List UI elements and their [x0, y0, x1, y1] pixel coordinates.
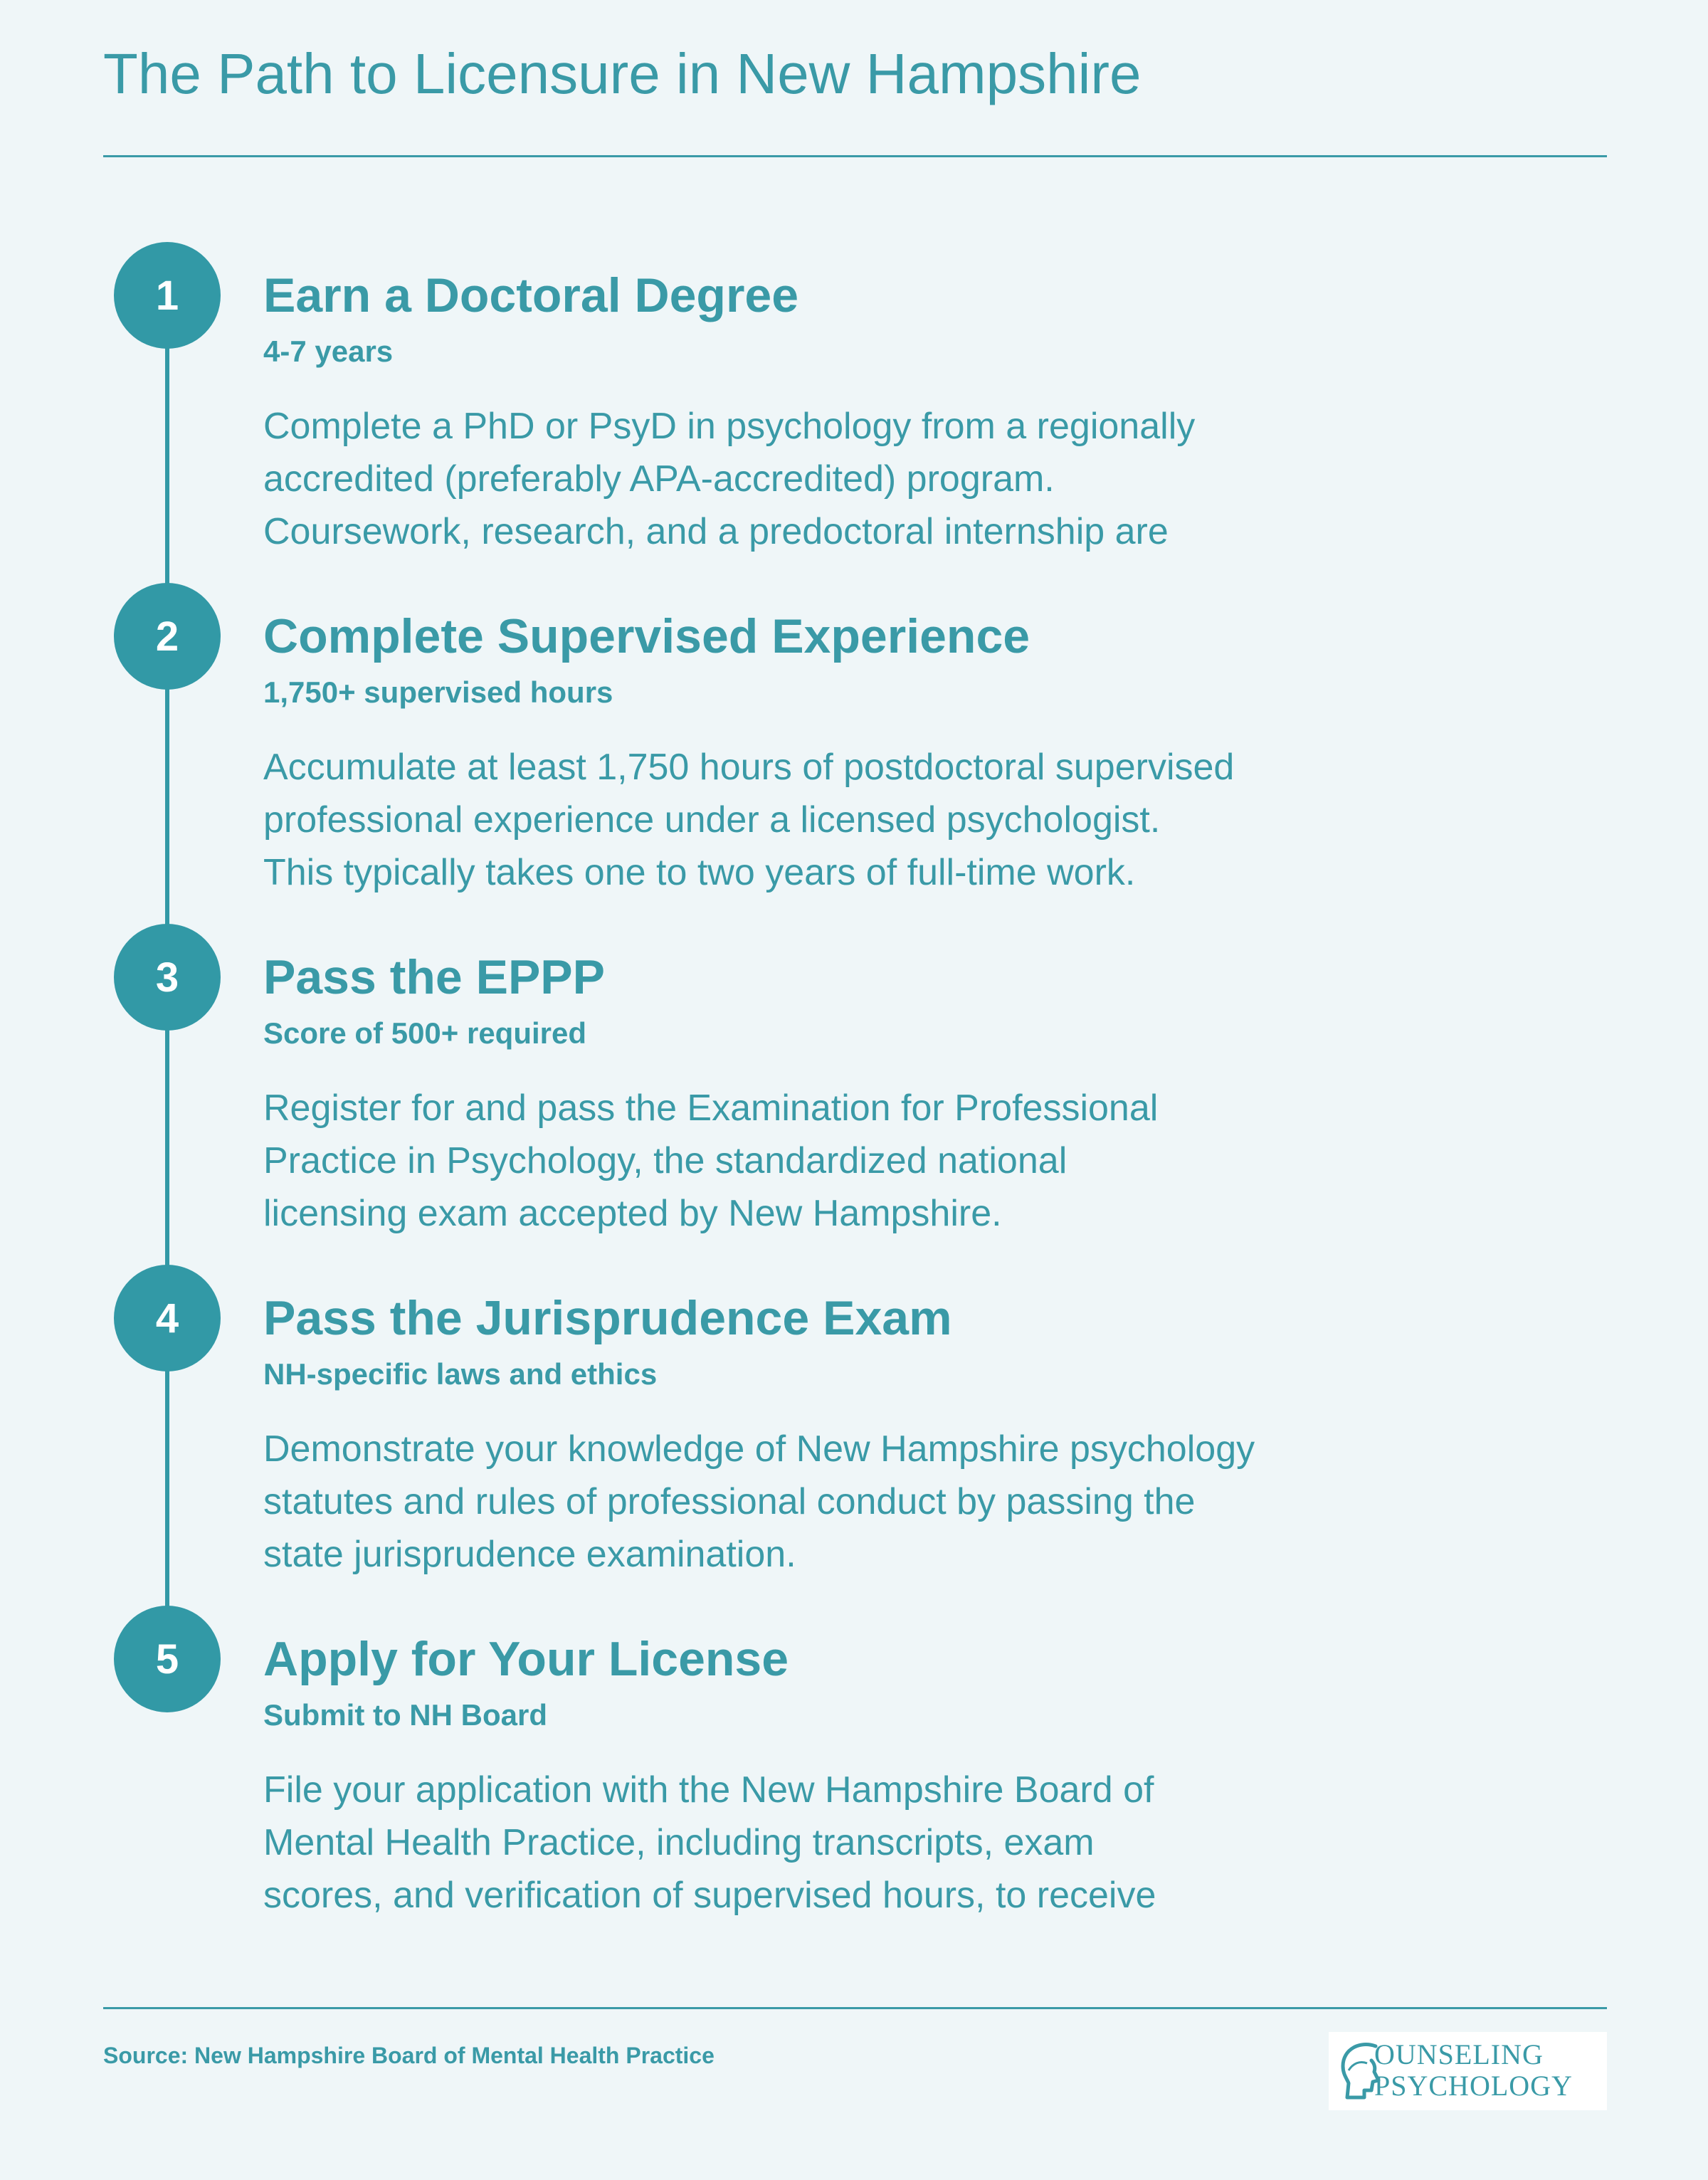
step-description: File your application with the New Hampshire Board of Mental Health Practice, including transcripts, exam scores, and verification of supervised hours, to receive — [263, 1769, 1156, 1916]
source-citation: Source: New Hampshire Board of Mental Health Practice — [103, 2043, 715, 2068]
step-title: Earn a Doctoral Degree — [263, 268, 799, 322]
step-number-badge: 3 — [114, 924, 221, 1031]
step-subtitle: Score of 500+ required — [263, 1016, 587, 1050]
logo-text-line1: OUNSELING — [1374, 2038, 1544, 2070]
step-title: Pass the Jurisprudence Exam — [263, 1291, 952, 1345]
page-title: The Path to Licensure in New Hampshire — [103, 42, 1142, 105]
step-number-badge: 1 — [114, 242, 221, 349]
step-description: Demonstrate your knowledge of New Hampshire psychology statutes and rules of professional conduct by passing the state jurisprudence examination. — [263, 1428, 1255, 1575]
step-number-badge: 5 — [114, 1606, 221, 1712]
step-subtitle: NH-specific laws and ethics — [263, 1357, 658, 1391]
step-description: Complete a PhD or PsyD in psychology from a regionally accredited (preferably APA-accredited) program. Coursework, research, and a predoctoral internship are — [263, 406, 1196, 552]
step-title: Apply for Your License — [263, 1632, 789, 1686]
step-subtitle: 4-7 years — [263, 335, 394, 368]
header-divider — [103, 155, 1607, 157]
step-subtitle: 1,750+ supervised hours — [263, 675, 613, 709]
step-title: Pass the EPPP — [263, 950, 606, 1004]
footer-divider — [103, 2007, 1607, 2009]
step-description: Register for and pass the Examination for Professional Practice in Psychology, the standardized national licensing exam accepted by New Hampshire. — [263, 1088, 1159, 1234]
step-number-badge: 2 — [114, 583, 221, 690]
step-subtitle: Submit to NH Board — [263, 1698, 547, 1732]
logo-text-line2: PSYCHOLOGY — [1374, 2070, 1573, 2102]
step-number-badge: 4 — [114, 1265, 221, 1371]
step-description: Accumulate at least 1,750 hours of postdoctoral supervised professional experience under a licensed psychologist. This typically takes one to two years of full-time work. — [263, 747, 1235, 893]
counseling-psychology-logo — [1329, 2032, 1607, 2110]
step-title: Complete Supervised Experience — [263, 609, 1030, 663]
